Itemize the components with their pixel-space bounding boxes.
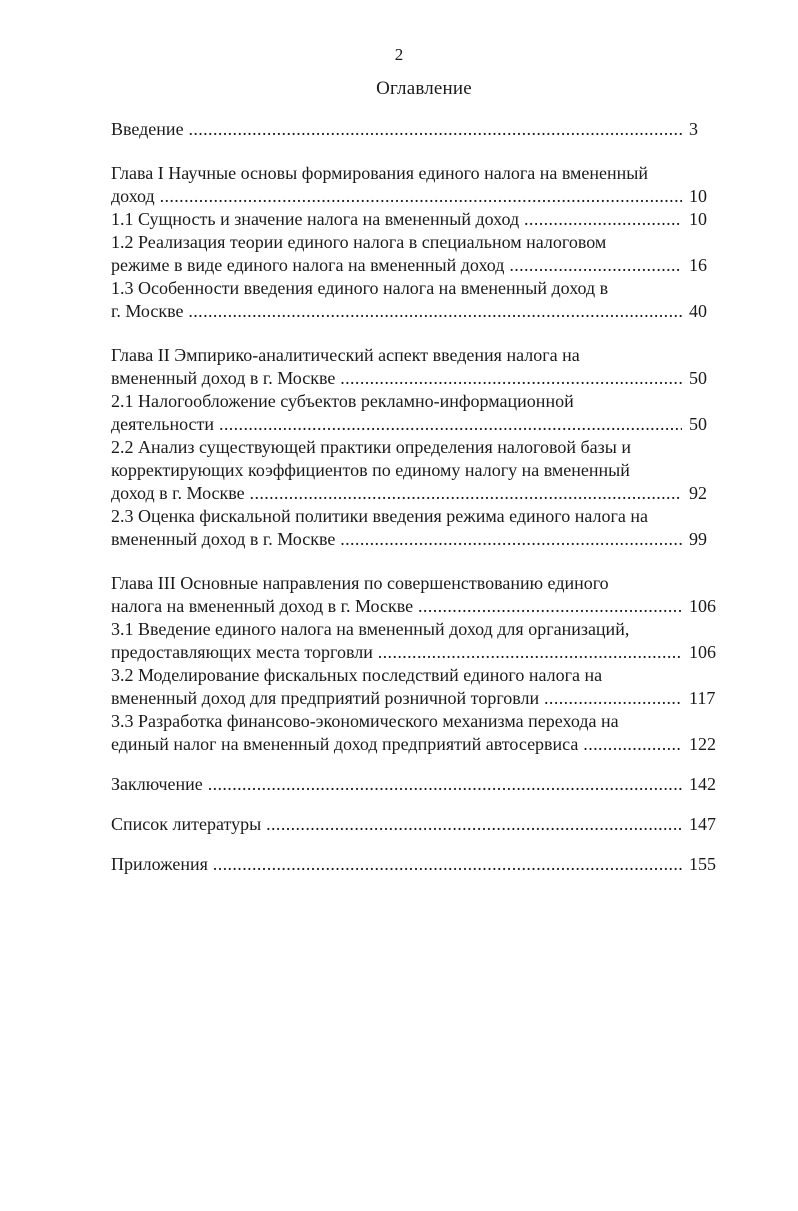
toc-page-number: 10: [689, 186, 707, 206]
toc-entry-label: Глава III Основные направления по совершенствованию единого: [111, 573, 609, 593]
toc-page-number: 50: [689, 368, 707, 388]
toc-entry-chapter-2: [111, 344, 729, 367]
page-number: 2: [394, 45, 404, 64]
toc-page-number: 10: [689, 209, 707, 229]
toc-entry-section-1-3: [111, 277, 729, 300]
toc-page-number: 92: [689, 483, 707, 503]
toc-entry-label: корректирующих коэффициентов по единому налогу на вмененный: [111, 460, 630, 480]
toc-entry-label: доход в г. Москве .....: [111, 482, 682, 505]
toc-entry-label: вмененный доход в г. Москве .....: [111, 528, 682, 551]
toc-entry-section-3-1-cont: [111, 641, 729, 664]
toc-entry-label: Заключение .....: [111, 773, 682, 796]
toc-entry-section-2-2-cont2: [111, 482, 729, 505]
toc-entry-chapter-1: [111, 162, 729, 185]
toc-entry-label: 1.3 Особенности введения единого налога на вмененный доход в: [111, 278, 609, 298]
toc-entry-label: 2.3 Оценка фискальной политики введения режима единого налога на: [111, 506, 648, 526]
toc-page-number: 106: [689, 642, 716, 662]
toc-entry-appendix: [111, 853, 729, 876]
toc-entry-label: Глава II Эмпирико-аналитический аспект введения налога на: [111, 345, 580, 365]
toc-entry-chapter-3: [111, 572, 729, 595]
toc-page-number: 117: [689, 688, 716, 708]
toc-entry-section-2-1-cont: [111, 413, 729, 436]
toc-entry-section-3-2-cont: [111, 687, 729, 710]
toc-entry-section-2-2: [111, 436, 729, 459]
toc-entry-label: вмененный доход для предприятий розничной торговли .....: [111, 687, 682, 710]
toc-page-number: 40: [689, 301, 707, 321]
toc-entry-label: предоставляющих места торговли .....: [111, 641, 682, 664]
toc-entry-section-2-3-cont: [111, 528, 729, 551]
toc-entry-label: 1.1 Сущность и значение налога на вмененный доход .....: [111, 208, 682, 231]
toc-page-number: 147: [689, 814, 716, 834]
toc-entry-chapter-1-cont: [111, 185, 729, 208]
toc-entry-section-3-1: [111, 618, 729, 641]
toc-entry-label: налога на вмененный доход в г. Москве .....: [111, 595, 682, 618]
toc-entry-section-2-3: [111, 505, 729, 528]
toc-entry-section-1-2-cont: [111, 254, 729, 277]
toc-entry-introduction: [111, 118, 729, 141]
toc-entry-label: 2.1 Налогообложение субъектов рекламно-информационной: [111, 391, 574, 411]
toc-entry-section-1-2: [111, 231, 729, 254]
toc-entry-label: доход .....: [111, 185, 682, 208]
toc-entry-label: 3.3 Разработка финансово-экономического механизма перехода на: [111, 711, 619, 731]
toc-page-number: 50: [689, 414, 707, 434]
toc-entry-label: деятельности .....: [111, 413, 682, 436]
toc-entry-label: г. Москве .....: [111, 300, 682, 323]
toc-page-number: 99: [689, 529, 707, 549]
toc-entry-label: 3.2 Моделирование фискальных последствий единого налога на: [111, 665, 603, 685]
toc-entry-references: [111, 813, 729, 836]
toc-page-number: 155: [689, 854, 716, 874]
toc-entry-section-3-3: [111, 710, 729, 733]
toc-entry-label: Приложения .....: [111, 853, 682, 876]
table-of-contents: [111, 118, 729, 876]
page-title: Оглавление: [376, 78, 472, 99]
toc-entry-section-3-2: [111, 664, 729, 687]
toc-entry-label: 2.2 Анализ существующей практики определения налоговой базы и: [111, 437, 631, 457]
toc-entry-section-2-1: [111, 390, 729, 413]
toc-entry-label: режиме в виде единого налога на вмененный доход .....: [111, 254, 682, 277]
toc-entry-section-3-3-cont: [111, 733, 729, 756]
toc-entry-label: 3.1 Введение единого налога на вмененный доход для организаций,: [111, 619, 630, 639]
toc-page-number: 122: [689, 734, 716, 754]
toc-entry-label: вмененный доход в г. Москве .....: [111, 367, 682, 390]
toc-entry-label: Список литературы .....: [111, 813, 682, 836]
toc-page-number: 16: [689, 255, 707, 275]
toc-entry-chapter-2-cont: [111, 367, 729, 390]
toc-entry-section-1-3-cont: [111, 300, 729, 323]
toc-page-number: 3: [689, 119, 698, 139]
toc-entry-conclusion: [111, 773, 729, 796]
toc-entry-label: единый налог на вмененный доход предприятий автосервиса .....: [111, 733, 682, 756]
toc-entry-chapter-3-cont: [111, 595, 729, 618]
toc-page-number: 142: [689, 774, 716, 794]
toc-page-number: 106: [689, 596, 716, 616]
toc-entry-label: Введение .....: [111, 118, 682, 141]
toc-entry-label: Глава I Научные основы формирования единого налога на вмененный: [111, 163, 649, 183]
toc-entry-label: 1.2 Реализация теории единого налога в специальном налоговом: [111, 232, 607, 252]
toc-entry-section-2-2-cont: [111, 459, 729, 482]
toc-entry-section-1-1: [111, 208, 729, 231]
